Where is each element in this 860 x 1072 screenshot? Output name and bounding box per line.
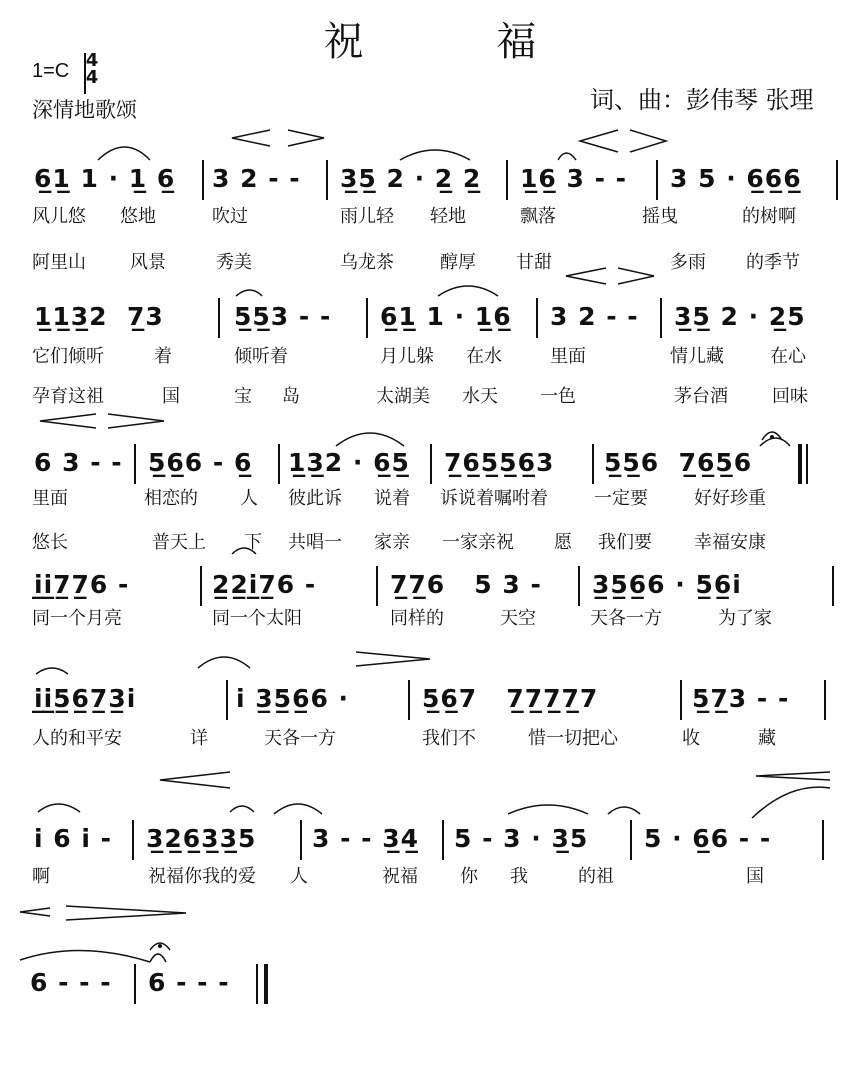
lyric: 国 xyxy=(162,386,180,407)
lyric: 乌龙茶 xyxy=(340,252,394,273)
lyric: 同一个月亮 xyxy=(32,608,122,629)
measure: 3 2 - - xyxy=(212,164,301,193)
lyric: 雨儿轻 xyxy=(340,206,394,227)
slur xyxy=(150,954,166,962)
lyric: 为了家 xyxy=(718,608,772,629)
lyric: 在心 xyxy=(770,346,806,367)
lyric: 同样的 xyxy=(390,608,444,629)
lyric: 共唱一 xyxy=(288,532,342,553)
lyric: 甘甜 xyxy=(516,252,552,273)
measure: 6̲1̲ 1 · 1̲6̲ xyxy=(380,302,512,331)
slur xyxy=(752,787,830,818)
crescendo-mark xyxy=(40,414,96,428)
lyric: 轻地 xyxy=(430,206,466,227)
lyric: 幸福安康 xyxy=(694,532,766,553)
lyric: 人 xyxy=(240,488,258,509)
lyric: 详 xyxy=(190,728,208,749)
lyric: 愿 xyxy=(554,532,572,553)
lyric: 天各一方 xyxy=(264,728,336,749)
lyric: 人 xyxy=(290,866,308,887)
measure: 3̲5̲6̲6 · 5̲6̲i xyxy=(592,570,742,599)
measure: 1̲6̲ 3 - - xyxy=(520,164,628,193)
lyric: 我 xyxy=(510,866,528,887)
slur xyxy=(558,153,576,160)
measure: 5̲5̲3 - - xyxy=(234,302,332,331)
slur xyxy=(38,804,80,812)
lyric: 一定要 xyxy=(594,488,648,509)
lyric: 茅台酒 xyxy=(674,386,728,407)
slur xyxy=(438,286,498,296)
lyric: 在水 xyxy=(466,346,502,367)
lyric: 藏 xyxy=(758,728,776,749)
lyric: 天空 xyxy=(500,608,536,629)
measure: 6 3 - - xyxy=(34,448,123,477)
lyric: 悠地 xyxy=(120,206,156,227)
crescendo-mark xyxy=(232,130,270,146)
lyric: 醇厚 xyxy=(440,252,476,273)
lyric: 彼此诉 xyxy=(288,488,342,509)
measure: i̲i̲7̲7̲6 - xyxy=(34,570,130,599)
decrescendo-mark xyxy=(618,268,654,284)
decrescendo-mark xyxy=(630,130,666,152)
time-signature-denominator: 4 xyxy=(85,67,99,88)
measure: 7̲6̲5̲5̲6̲3 xyxy=(444,448,555,477)
lyric: 普天上 xyxy=(152,532,206,553)
decrescendo-mark xyxy=(288,130,324,146)
measure: i 6 i - xyxy=(34,824,113,853)
lyric: 飘落 xyxy=(520,206,556,227)
slur xyxy=(36,668,68,674)
measure: 3̲5̲ 2 · 2̲5 xyxy=(674,302,806,331)
measure: 1̲1̲3̲2 7̲3 xyxy=(34,302,164,331)
measure: 5 - 3 · 3̲5 xyxy=(454,824,589,853)
lyric: 倾听着 xyxy=(234,346,288,367)
measure: 3̲2̲6̲3̲3̲5 xyxy=(146,824,257,853)
lyric: 的树啊 xyxy=(742,206,796,227)
measure: 2̲2̲i̲7̲6 - xyxy=(212,570,317,599)
lyric: 天各一方 xyxy=(590,608,662,629)
measure: 7̲7̲6 5 3 - xyxy=(390,570,542,599)
lyric: 宝 xyxy=(234,386,252,407)
lyric: 我们不 xyxy=(422,728,476,749)
measure: 5̲5̲6 7̲6̲5̲6 xyxy=(604,448,753,477)
lyric: 一家亲祝 xyxy=(442,532,514,553)
lyric: 悠长 xyxy=(32,532,68,553)
lyric: 家亲 xyxy=(374,532,410,553)
time-signature-numerator: 4 xyxy=(85,50,99,71)
measure: 5̲7̲3 - - xyxy=(692,684,790,713)
tie xyxy=(20,950,150,962)
lyric: 说着 xyxy=(374,488,410,509)
lyric: 孕育这祖 xyxy=(32,386,104,407)
lyric: 国 xyxy=(746,866,764,887)
measure: 6̲1̲ 1 · 1̲ 6̲ xyxy=(34,164,176,193)
lyric: 风景 xyxy=(130,252,166,273)
lyric: 回味 xyxy=(772,386,808,407)
lyric: 祝福你我的爱 xyxy=(148,866,256,887)
lyric: 的祖 xyxy=(578,866,614,887)
key-signature: 1=C xyxy=(32,60,70,82)
crescendo-mark xyxy=(580,130,618,152)
lyric: 岛 xyxy=(282,386,300,407)
decrescendo-mark xyxy=(66,906,186,920)
measure: 6 - - - xyxy=(148,968,230,997)
lyric: 人的和平安 xyxy=(32,728,122,749)
composer-credit: 词、曲：彭伟琴 张理 xyxy=(590,86,814,114)
lyric: 里面 xyxy=(32,488,68,509)
fermata-dot xyxy=(158,944,162,948)
song-title: 祝 福 xyxy=(323,19,597,65)
lyric: 收 xyxy=(682,728,700,749)
measure: i̲i̲5̲6̲7̲3̲i xyxy=(34,684,137,713)
measure: 6 - - - xyxy=(30,968,112,997)
decrescendo-mark xyxy=(356,652,430,666)
measure: i 3̲5̲6̲6 · xyxy=(236,684,350,713)
lyric: 它们倾听 xyxy=(32,346,104,367)
slur xyxy=(232,548,256,554)
lyric: 啊 xyxy=(32,866,50,887)
lyric: 情儿藏 xyxy=(670,346,724,367)
lyric: 惜一切把心 xyxy=(528,728,618,749)
slur xyxy=(400,150,470,160)
lyric: 诉说着嘱咐着 xyxy=(440,488,548,509)
decrescendo-mark xyxy=(756,772,830,780)
measure: 1̲3̲2 · 6̲5̲ xyxy=(288,448,410,477)
lyric: 一色 xyxy=(540,386,576,407)
lyric: 风儿悠 xyxy=(32,206,86,227)
slur xyxy=(198,657,250,668)
lyric: 摇曳 xyxy=(642,206,678,227)
fermata-dot xyxy=(770,435,774,439)
measure: 5̲6̲6 - 6̲ xyxy=(148,448,253,477)
measure: 3 5 · 6̲6̲6̲ xyxy=(670,164,802,193)
measure: 5̲6̲7 7̲7̲7̲7̲7 xyxy=(422,684,599,713)
slur xyxy=(236,290,262,296)
lyric: 吹过 xyxy=(212,206,248,227)
expression-marking: 深情地歌颂 xyxy=(32,98,137,122)
lyric: 水天 xyxy=(462,386,498,407)
slur xyxy=(760,438,790,446)
measure: 5 · 6̲6 - - xyxy=(644,824,772,853)
slur xyxy=(608,807,640,814)
lyric: 着 xyxy=(154,346,172,367)
slur xyxy=(98,147,150,160)
decrescendo-mark xyxy=(160,772,230,788)
slur xyxy=(274,804,322,814)
slur xyxy=(230,806,254,812)
crescendo-mark xyxy=(20,908,50,916)
lyric: 祝福 xyxy=(382,866,418,887)
lyric: 阿里山 xyxy=(32,252,86,273)
measure: 3 - - 3̲4̲ xyxy=(312,824,420,853)
lyric: 多雨 xyxy=(670,252,706,273)
lyric: 太湖美 xyxy=(376,386,430,407)
lyric: 秀美 xyxy=(216,252,252,273)
lyric: 里面 xyxy=(550,346,586,367)
lyric: 好好珍重 xyxy=(694,488,766,509)
lyric: 相恋的 xyxy=(144,488,198,509)
lyric: 下 xyxy=(244,532,262,553)
crescendo-mark xyxy=(566,268,606,284)
measure: 3 2 - - xyxy=(550,302,639,331)
decrescendo-mark xyxy=(108,414,164,428)
slur xyxy=(508,805,588,814)
lyric: 的季节 xyxy=(746,252,800,273)
lyric: 同一个太阳 xyxy=(212,608,302,629)
lyric: 我们要 xyxy=(598,532,652,553)
measure: 3̲5̲ 2 · 2̲ 2̲ xyxy=(340,164,482,193)
lyric: 月儿躲 xyxy=(380,346,434,367)
lyric: 你 xyxy=(460,866,478,887)
slur xyxy=(336,433,404,446)
